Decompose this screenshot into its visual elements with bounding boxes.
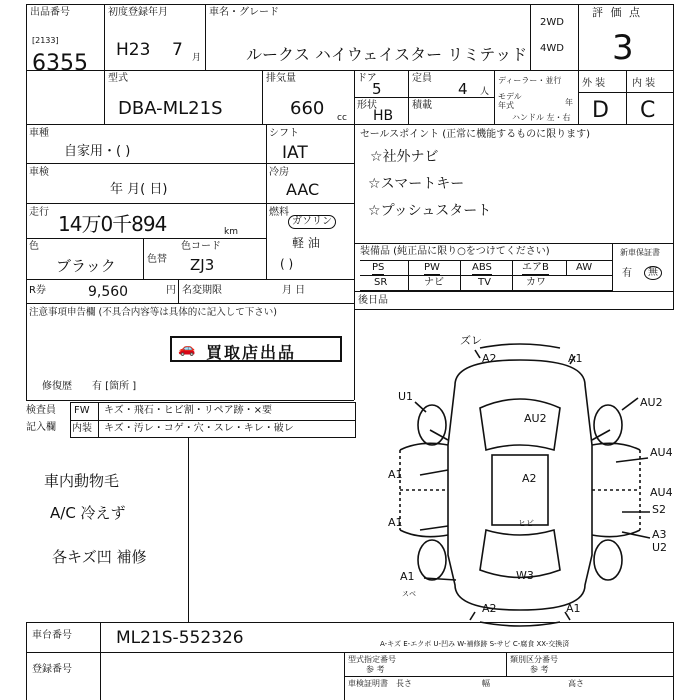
- model-code-value: DBA-ML21S: [118, 98, 223, 119]
- model-code-label: 型式: [108, 73, 128, 84]
- car-damage-diagram: [360, 330, 680, 640]
- dealer-stamp-text: 買取店出品: [206, 343, 297, 362]
- dealer-import-label: ディーラー・並行: [498, 76, 562, 85]
- displacement-label: 排気量: [266, 73, 296, 84]
- capacity-value: 4: [458, 80, 468, 98]
- color-change-label: 色替: [147, 254, 167, 265]
- warranty-label: 新車保証書: [620, 248, 660, 257]
- mark-front-a2: A2: [482, 352, 497, 365]
- inspector-fw-items: キズ・飛石・ヒビ割・リペア跡・×要: [104, 405, 272, 416]
- type-approval-label: 型式指定番号: [348, 655, 396, 664]
- interior-label: 内 装: [632, 78, 656, 89]
- fuel-gasoline: ガソリン: [288, 215, 336, 229]
- month-unit: 月: [192, 53, 202, 63]
- equip-tv: TV: [478, 277, 491, 288]
- mark-slip: スベ: [402, 590, 416, 598]
- repair-history-value: 有 [箇所 ]: [92, 381, 137, 392]
- inspection-label: 車検: [29, 167, 49, 178]
- score-label: 評 価 点: [592, 6, 642, 19]
- chassis-number: ML21S-552326: [116, 628, 244, 648]
- car-stamp-icon: 🚗: [178, 341, 196, 357]
- selling-points-label: セールスポイント (正常に機能するものに限ります): [360, 129, 591, 140]
- inspection-value: 年 月( 日): [110, 182, 168, 197]
- equip-pw: PW: [424, 262, 440, 273]
- first-registration-month: 7: [172, 40, 183, 60]
- notes-label: 注意事項申告欄 (不具合内容等は具体的に記入して下さい): [29, 307, 277, 318]
- equip-sr: SR: [374, 277, 388, 288]
- memo-line-1: 車内動物毛: [44, 472, 120, 490]
- mark-u1: U1: [398, 390, 414, 403]
- car-name-value: ルークス ハイウェイスター リミテッド: [246, 45, 528, 64]
- color-label: 色: [29, 241, 39, 252]
- model-year-label: モデル年式: [498, 92, 522, 110]
- name-change-value: 月 日: [282, 285, 306, 296]
- warranty-no: 無: [644, 266, 662, 280]
- chassis-label: 車台番号: [32, 630, 72, 641]
- equip-aw: AW: [576, 262, 593, 273]
- tax-label: R券: [29, 285, 46, 296]
- height-label: 高さ: [568, 679, 584, 688]
- mark-left-a1-2: A1: [388, 516, 403, 529]
- certificate-label: 車検証明書: [348, 679, 388, 688]
- memo-line-3: 各キズ凹 補修: [52, 548, 147, 566]
- equip-airbag: エアB: [522, 262, 549, 273]
- score-value: 3: [612, 28, 634, 68]
- selling-point-3: ☆プッシュスタート: [368, 203, 492, 219]
- capacity-label: 定員: [412, 73, 432, 84]
- name-change-label: 名変期限: [182, 285, 222, 296]
- mark-right-au2: AU2: [640, 396, 663, 409]
- vehicle-type-label: 車種: [29, 128, 49, 139]
- mark-right-a3: A3: [652, 528, 667, 541]
- mark-rear-a2: A2: [482, 602, 497, 615]
- shift-value: IAT: [282, 143, 308, 163]
- cooling-label: 冷房: [269, 167, 289, 178]
- displacement-value: 660: [290, 98, 325, 119]
- color-value: ブラック: [56, 257, 116, 275]
- mark-front-a1: A1: [568, 352, 583, 365]
- lot-sub-number: [2133]: [32, 36, 59, 45]
- fuel-other: ( ): [280, 257, 294, 271]
- type-approval-ref: 参 考: [366, 665, 385, 674]
- inspector-interior-items: キズ・汚レ・コゲ・穴・スレ・キレ・破レ: [104, 423, 294, 434]
- inspector-label-1: 検査員: [26, 405, 56, 416]
- year-unit: 年: [565, 98, 573, 107]
- tax-unit: 円: [166, 285, 176, 296]
- width-label: 幅: [482, 679, 490, 688]
- mark-rear-a1: A1: [400, 570, 415, 583]
- mark-rear-w3: W3: [516, 569, 534, 582]
- mark-roof-a2: A2: [522, 472, 537, 485]
- mark-shift: ズレ: [460, 334, 482, 347]
- mark-left-a1: A1: [388, 468, 403, 481]
- load-label: 積載: [412, 100, 432, 111]
- memo-line-2: A/C 冷えず: [50, 504, 126, 522]
- color-code-value: ZJ3: [190, 256, 215, 274]
- exterior-label: 外 装: [582, 78, 606, 89]
- handle-label: ハンドル 左・右: [512, 113, 571, 122]
- fuel-label: 燃料: [269, 207, 289, 218]
- mileage-label: 走行: [29, 207, 49, 218]
- first-registration-label: 初度登録年月: [108, 7, 168, 18]
- mileage-value: 14万0千894: [58, 212, 167, 236]
- dealer-stamp: [170, 336, 342, 362]
- back-items-label: 後日品: [358, 295, 388, 306]
- drive-4wd: 4WD: [540, 43, 564, 54]
- body-shape-label: 形状: [357, 100, 377, 111]
- inspector-fw: FW: [74, 405, 90, 416]
- length-label: 長さ: [396, 679, 412, 688]
- mark-rear-a1-2: A1: [566, 602, 581, 615]
- interior-grade: C: [640, 98, 656, 123]
- drive-2wd: 2WD: [540, 17, 564, 28]
- mileage-unit: km: [224, 227, 238, 237]
- inspector-label-2: 記入欄: [26, 422, 56, 433]
- registration-label: 登録番号: [32, 664, 72, 675]
- inspector-interior: 内装: [72, 423, 92, 434]
- car-name-label: 車名・グレード: [209, 7, 279, 18]
- damage-legend: A-キズ E-エクボ U-凹み W-補修跡 S-サビ C-腐食 XX-交換済: [380, 640, 570, 648]
- equip-leather: カワ: [526, 277, 546, 288]
- mark-hood-au2: AU2: [524, 412, 547, 425]
- warranty-yes: 有: [622, 268, 632, 279]
- first-registration-year: H23: [116, 40, 151, 60]
- mark-right-s2: S2: [652, 503, 666, 516]
- doors-value: 5: [372, 80, 382, 98]
- equip-navi: ナビ: [424, 277, 444, 288]
- exterior-grade: D: [592, 98, 609, 123]
- repair-history-label: 修復歴: [42, 381, 72, 392]
- category-label: 類別区分番号: [510, 655, 558, 664]
- equip-ps: PS: [372, 262, 385, 273]
- vehicle-type-value: 自家用・( ): [64, 144, 131, 159]
- color-code-label: 色コード: [181, 241, 221, 252]
- selling-point-2: ☆スマートキー: [368, 176, 465, 192]
- cooling-value: AAC: [286, 180, 320, 199]
- capacity-unit: 人: [480, 87, 490, 97]
- damage-marks: [388, 334, 673, 615]
- mark-right-au4-2: AU4: [650, 486, 673, 499]
- category-ref: 参 考: [530, 665, 549, 674]
- body-shape-value: HB: [373, 108, 394, 124]
- mark-crack: ヒビ: [518, 519, 534, 528]
- lot-number: 6355: [32, 51, 88, 76]
- mark-right-au4: AU4: [650, 446, 673, 459]
- displacement-unit: cc: [337, 113, 347, 123]
- mark-right-u2: U2: [652, 541, 668, 554]
- doors-label: ドア: [357, 73, 377, 84]
- lot-number-label: 出品番号: [30, 7, 70, 18]
- tax-value: 9,560: [88, 284, 129, 300]
- fuel-diesel: 軽 油: [292, 236, 320, 250]
- equip-abs: ABS: [472, 262, 492, 273]
- selling-point-1: ☆社外ナビ: [370, 149, 439, 165]
- shift-label: シフト: [269, 128, 299, 139]
- equipment-label: 装備品 (純正品に限り○をつけてください): [360, 246, 550, 257]
